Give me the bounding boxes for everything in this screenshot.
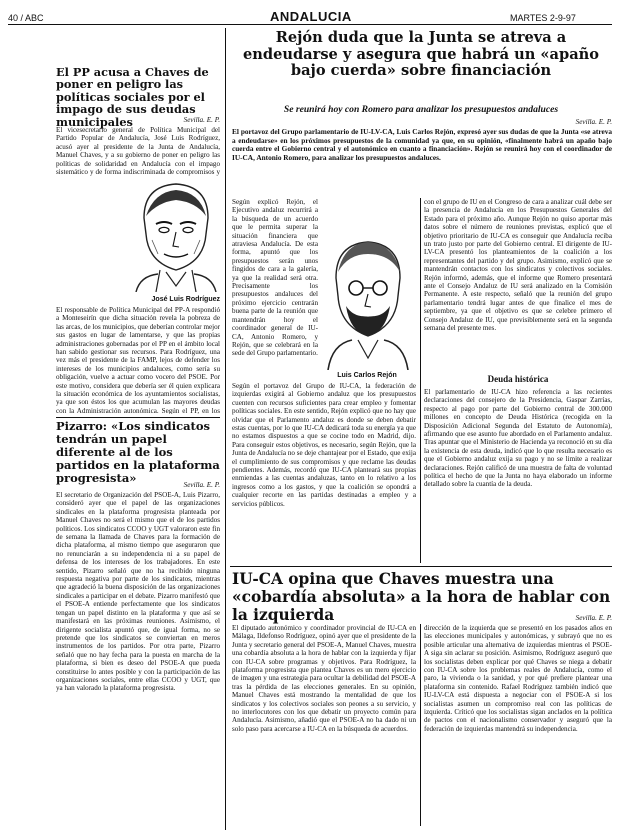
story3-column1-top: Según explicó Rejón, el Ejecutivo andaluz recurrirá a la búsqueda de un acuerdo que le permita superar la situación financiera que atraviesa Andalucía. De esta forma, apuntó que los presupuestos serán unos fingidos de cara a la galería, ya que la realidad será otra. Precisamente los presupuestos andaluces del próximo ejercicio centrarán buena parte de la reunión que mantendrán hoy el coordinador general de IU-CA, Antonio Romero, y Rejón, que se celebrará en la sede del Grupo parlamentario. [232,198,318,358]
story1-photo-caption: José Luis Rodríguez [151,296,220,303]
section-title: ANDALUCIA [270,9,352,24]
story3-lead: El portavoz del Grupo parlamentario de IU-LV-CA, Luis Carlos Rejón, expresó ayer sus dudas de que la Junta «se atreva a endeudarse» en los próximos presupuestos de la comunidad ya que, en su opinión, «finalmente habrá un apaño bajo cuerda entre el Gobierno central y el autonómico en cuanto a financiación». Rejón se reunirá hoy con el coordinador de IU-CA, Antonio Romero, para analizar los presupuestos andaluces. [232,128,612,162]
story3-headline: Rejón duda que la Junta se atreva a endeudarse y asegura que habrá un «apaño bajo cuerda» sobre financiación [242,29,600,80]
story1-headline: El PP acusa a Chaves de poner en peligro las políticas sociales por el impago de sus deudas municipales [56,65,209,129]
story3-box-title: Deuda histórica [487,374,549,384]
portrait-drawing [320,232,416,370]
portrait-photo-jose-luis-rodriguez [130,176,222,292]
story2-dateline: Sevilla. E. P. [183,481,220,489]
issue-date: MARTES 2-9-97 [510,13,576,23]
story4-top-rule [230,566,612,567]
left-story-divider [56,417,220,418]
story3-column1: Según el portavoz del Grupo de IU-CA, la federación de izquierdas exigirá al Gobierno andaluz que los presupuestos cuenten con recursos suficientes para crear empleo y fomentar políticas sociales. En este sentido, Rejón explicó que no hay que olvidar que el Parlamento andaluz es donde se deben debatir estas cuentas, por lo que IU-CA dedicará toda su energía ya que no estamos dispuestos a que se cocine todo en Madrid, dijo. Para conseguir estos objetivos, es necesario, según Rejón, que la Junta de Andalucía no se deje chantajear por el Estado, que exija el cumplimiento de sus compromisos y que reclame las deudas pendientes. Además, recordó que IU-CA planteará sus propias enmiendas a las cuentas andaluzas, tanto en lo relativo a los ingresos como a los gastos, y que la coalición se opondrá a cualquier recorte en las partidas destinadas a empleo y a servicios públicos. [232,382,416,508]
story4-column1: El diputado autonómico y coordinador provincial de IU-CA en Málaga, Ildefonso Rodríguez, opinó ayer que el presidente de la Junta y secretario general del PSOE-A, Manuel Chaves, muestra una cobardía absoluta a la hora de hablar con la izquierda y fijar con IU-CA sobre programas y objetivos. Para Rodríguez, la plataforma progresista que plantea Chaves es un mero ejercicio de imagen y una estrategia para ocultar la debilidad del PSOE-A tras la pérdida de las elecciones generales. En su opinión, Manuel Chaves está mostrando la mentalidad de que los sindicatos y los colectivos sociales son peones a su servicio, y no interlocutores con los que debatir un proyecto común para Andalucía. Asimismo, añadió que el PSOE-A no ha dado ni un solo paso para acercarse a IU-CA en la búsqueda de acuerdos. [232,624,416,733]
story3-dateline: Sevilla. E. P. [575,118,612,126]
story1-headline-lead [8,30,220,66]
story3-column2-bottom: El parlamentario de IU-CA hizo referencia a las recientes declaraciones del consejero de la Presidencia, Gaspar Zarrías, respecto al pago por parte del Gobierno central de 300.000 millones en concepto de Deuda Histórica (recogida en la Disposición Adicional Segunda del Estatuto de Autonomía), afirmando que ese asunto fue abordado en el Parlamento andaluz. Tras apuntar que el Ministerio de Hacienda ya reconoció en su día la existencia de esta deuda, indicó que lo que resulta necesario es que el Gobierno andaluz exija su pago y no se limite a realizar declaraciones. Rejón calificó de una muestra de falta de voluntad política el hecho de que la Junta no haya elaborado un informe detallado sobre la cuantía de la deuda. [424,388,612,489]
story3-column-divider [420,198,421,563]
story2-headline: Pizarro: «Los sindicatos tendrán un papel diferente al de los partidos en la plataforma progresista» [56,419,220,485]
portrait-photo-luis-carlos-rejon [320,232,416,370]
story4-headline: IU-CA opina que Chaves muestra una «cobardía absoluta» a la hora de hablar con la izquierda [232,570,611,624]
story1-body-top: El vicesecretario general de Política Municipal del Partido Popular de Andalucía, José Luis Rodríguez, acusó ayer al presidente de la Junta de Andalucía, Manuel Chaves, y a su gobierno de poner en peligro las políticas de solidaridad en Andalucía con el impago sistemático y de forma indiscriminada de compromisos y [56,126,220,176]
page-number: 40 / ABC [8,13,44,23]
story1-dateline: Sevilla. E. P. [183,116,220,124]
header-rule [8,24,612,25]
story4-column2: dirección de la izquierda que se presentó en los pasados años en las elecciones municipales y autonómicas, y subrayó que no es posible articular una alternativa de izquierdas mientras el PSOE-A siga sin aclarar su posición. Asimismo, Rodríguez aseguró que los socialistas deben explicar por qué Chaves se niega a debatir con IU-CA sobre los problemas reales de Andalucía, como el paro, la vivienda o la sanidad, y por qué prefiere plantear una plataforma sin contenido. Rafael Rodríguez también indicó que IU-LV-CA está dispuesta a negociar con el PSOE-A si los socialistas asumen un compromiso real con las políticas de izquierda. Críticó que los socialistas sigan anclados en la política de pactos con el nacionalismo conservador y aseguró que la federación de izquierdas mantendrá su independencia. [424,624,612,733]
story1-body-wrap [56,176,126,304]
story4-column-divider [420,624,421,826]
left-column-divider [225,28,226,830]
story4-dateline: Sevilla. E. P. [575,614,612,622]
portrait-drawing [130,176,222,292]
story3-subhead: Se reunirá hoy con Romero para analizar los presupuestos andaluces [283,104,559,115]
story2-body: El secretario de Organización del PSOE-A, Luis Pizarro, consideró ayer que el papel de las organizaciones sindicales en la plataforma progresista planteada por Manuel Chaves no será el mismo que el de los partidos políticos. Los sindicatos CCOO y UGT valoraron este fin de semana la llamada de Chaves para la formación de dicha plataforma, al mismo tiempo que aseguraron que no renunciarán a su independencia ni a su papel de defensa de los intereses de los trabajadores. En este sentido, Pizarro señaló que no ha recibido ninguna respuesta negativa por parte de los sindicatos, mientras que agradeció la buena disposición de las organizaciones sindicales a participar en el debate. Pizarro manifestó que el PSOE-A entiende perfectamente que los sindicatos tengan un papel distinto en la plataforma y que así se manifestará en las próximas reuniones. Asimismo, el dirigente socialista apuntó que, de igual forma, no se pretende que los sindicatos se conviertan en meros instrumentos de los partidos. Por otra parte, Pizarro señaló que no hay fecha para la puesta en marcha de la plataforma, si bien es deseo del PSOE-A que pueda constituirse lo antes posible y con la participación de las organizaciones sociales, entre ellas CCOO y UGT, que ya han valorado la plataforma progresista. [56,491,220,693]
story3-photo-caption: Luis Carlos Rejón [337,372,397,379]
story3-column2: con el grupo de IU en el Congreso de cara a analizar cuál debe ser la presencia de Andalucía en los Presupuestos Generales del Estado para el próximo año. Aunque Rejón no quiso aportar más datos sobre el número de reuniones previstas, explicó que el objetivo prioritario de IU-CA es conseguir que Andalucía reciba un trato justo por parte del Gobierno central. El dirigente de IU-LV-CA presentó los planteamientos de la coalición a los representantes del partido y del grupo. Asimismo, explicó que se mantendrán contactos con los sindicatos y colectivos sociales. Rejón informó, además, que el informe que Romero presentará ante el Consejo Andaluz de IU será analizado en la Comisión Permanente. A este respecto, señaló que la reunión del grupo parlamentario tendrá lugar antes de que finalice el mes de septiembre, ya que el objetivo es que se celebre primero el Consejo Andaluz de IU, que previsiblemente será en la segunda semana del presente mes. [424,198,612,333]
story1-body: El responsable de Política Municipal del PP-A respondió a Monteseirín que dicha situación revela la pobreza de las arcas, de los municipios, que deberían controlar mejor sus gastos en lugar de lamentarse, y que las propias administraciones gobernadas por el PP en el ámbito local han sabido gestionar sus recursos. Para Rodríguez, una vez más el presidente de la FAMP, lejos de defender los intereses de los municipios andaluces, como sería su obligación, vuelve a actuar como vocero del PSOE. Por este motivo, considera que debería ser él quien explicara la situación económica de los ayuntamientos socialistas, ya que son éstos los que acumulan las mayores deudas con la Administración autonómica. Según el PP, en los [56,306,220,414]
